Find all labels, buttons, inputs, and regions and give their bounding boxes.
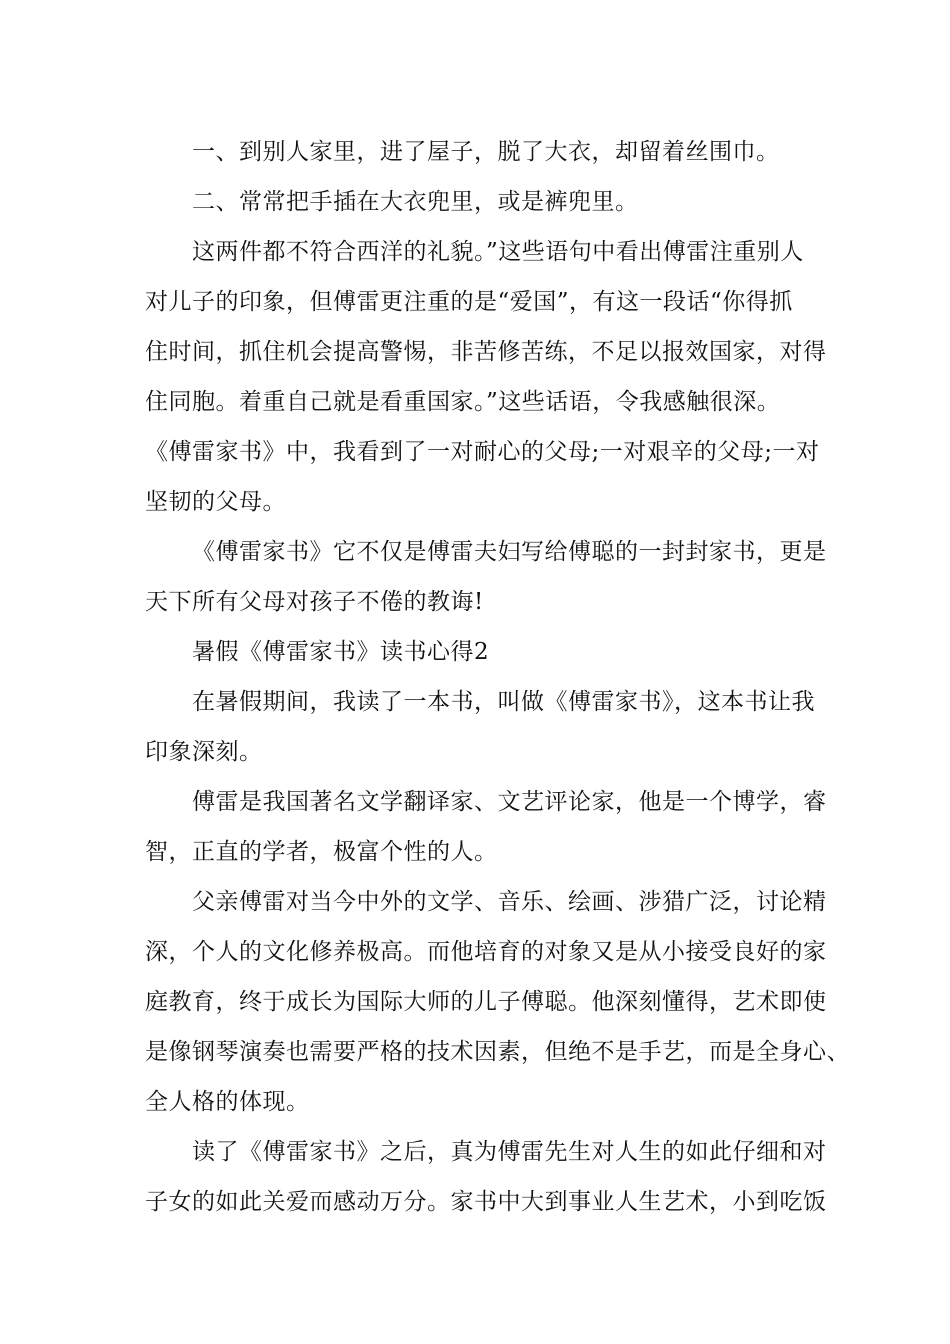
text-line: 傅雷是我国著名文学翻译家、文艺评论家，他是一个博学，睿 — [192, 789, 827, 815]
text-line: 庭教育，终于成长为国际大师的儿子傅聪。他深刻懂得，艺术即使 — [145, 989, 827, 1015]
text-line: 在暑假期间，我读了一本书，叫做《傅雷家书》，这本书让我 — [192, 689, 815, 715]
text-line: 父亲傅雷对当今中外的文学、音乐、绘画、涉猎广泛，讨论精 — [192, 889, 827, 915]
text-line: 对儿子的印象，但傅雷更注重的是“爱国”，有这一段话“你得抓 — [145, 289, 793, 315]
text-line: 全人格的体现。 — [145, 1089, 310, 1115]
text-line: 《傅雷家书》它不仅是傅雷夫妇写给傅聪的一封封家书，更是 — [192, 539, 827, 565]
text-line: 坚韧的父母。 — [145, 489, 286, 515]
text-line: 《傅雷家书》中，我看到了一对耐心的父母;一对艰辛的父母;一对 — [145, 439, 820, 465]
text-line: 这两件都不符合西洋的礼貌。”这些语句中看出傅雷注重别人 — [192, 239, 804, 265]
text-line: 住同胞。着重自己就是看重国家。”这些话语，令我感触很深。 — [145, 389, 781, 415]
text-line: 子女的如此关爱而感动万分。家书中大到事业人生艺术，小到吃饭 — [145, 1189, 827, 1215]
text-line: 二、常常把手插在大衣兜里，或是裤兜里。 — [192, 189, 639, 215]
text-line: 是像钢琴演奏也需要严格的技术因素，但绝不是手艺，而是全身心、 — [145, 1039, 850, 1065]
text-line: 印象深刻。 — [145, 739, 263, 765]
section-heading: 暑假《傅雷家书》读书心得2 — [192, 639, 490, 665]
text-line: 智，正直的学者，极富个性的人。 — [145, 839, 498, 865]
text-line: 住时间，抓住机会提高警惕，非苦修苦练，不足以报效国家，对得 — [145, 339, 827, 365]
text-line: 一、到别人家里，进了屋子，脱了大衣，却留着丝围巾。 — [192, 139, 780, 165]
text-line: 天下所有父母对孩子不倦的教诲! — [145, 589, 484, 615]
text-line: 深，个人的文化修养极高。而他培育的对象又是从小接受良好的家 — [145, 939, 827, 965]
text-line: 读了《傅雷家书》之后，真为傅雷先生对人生的如此仔细和对 — [192, 1139, 827, 1165]
